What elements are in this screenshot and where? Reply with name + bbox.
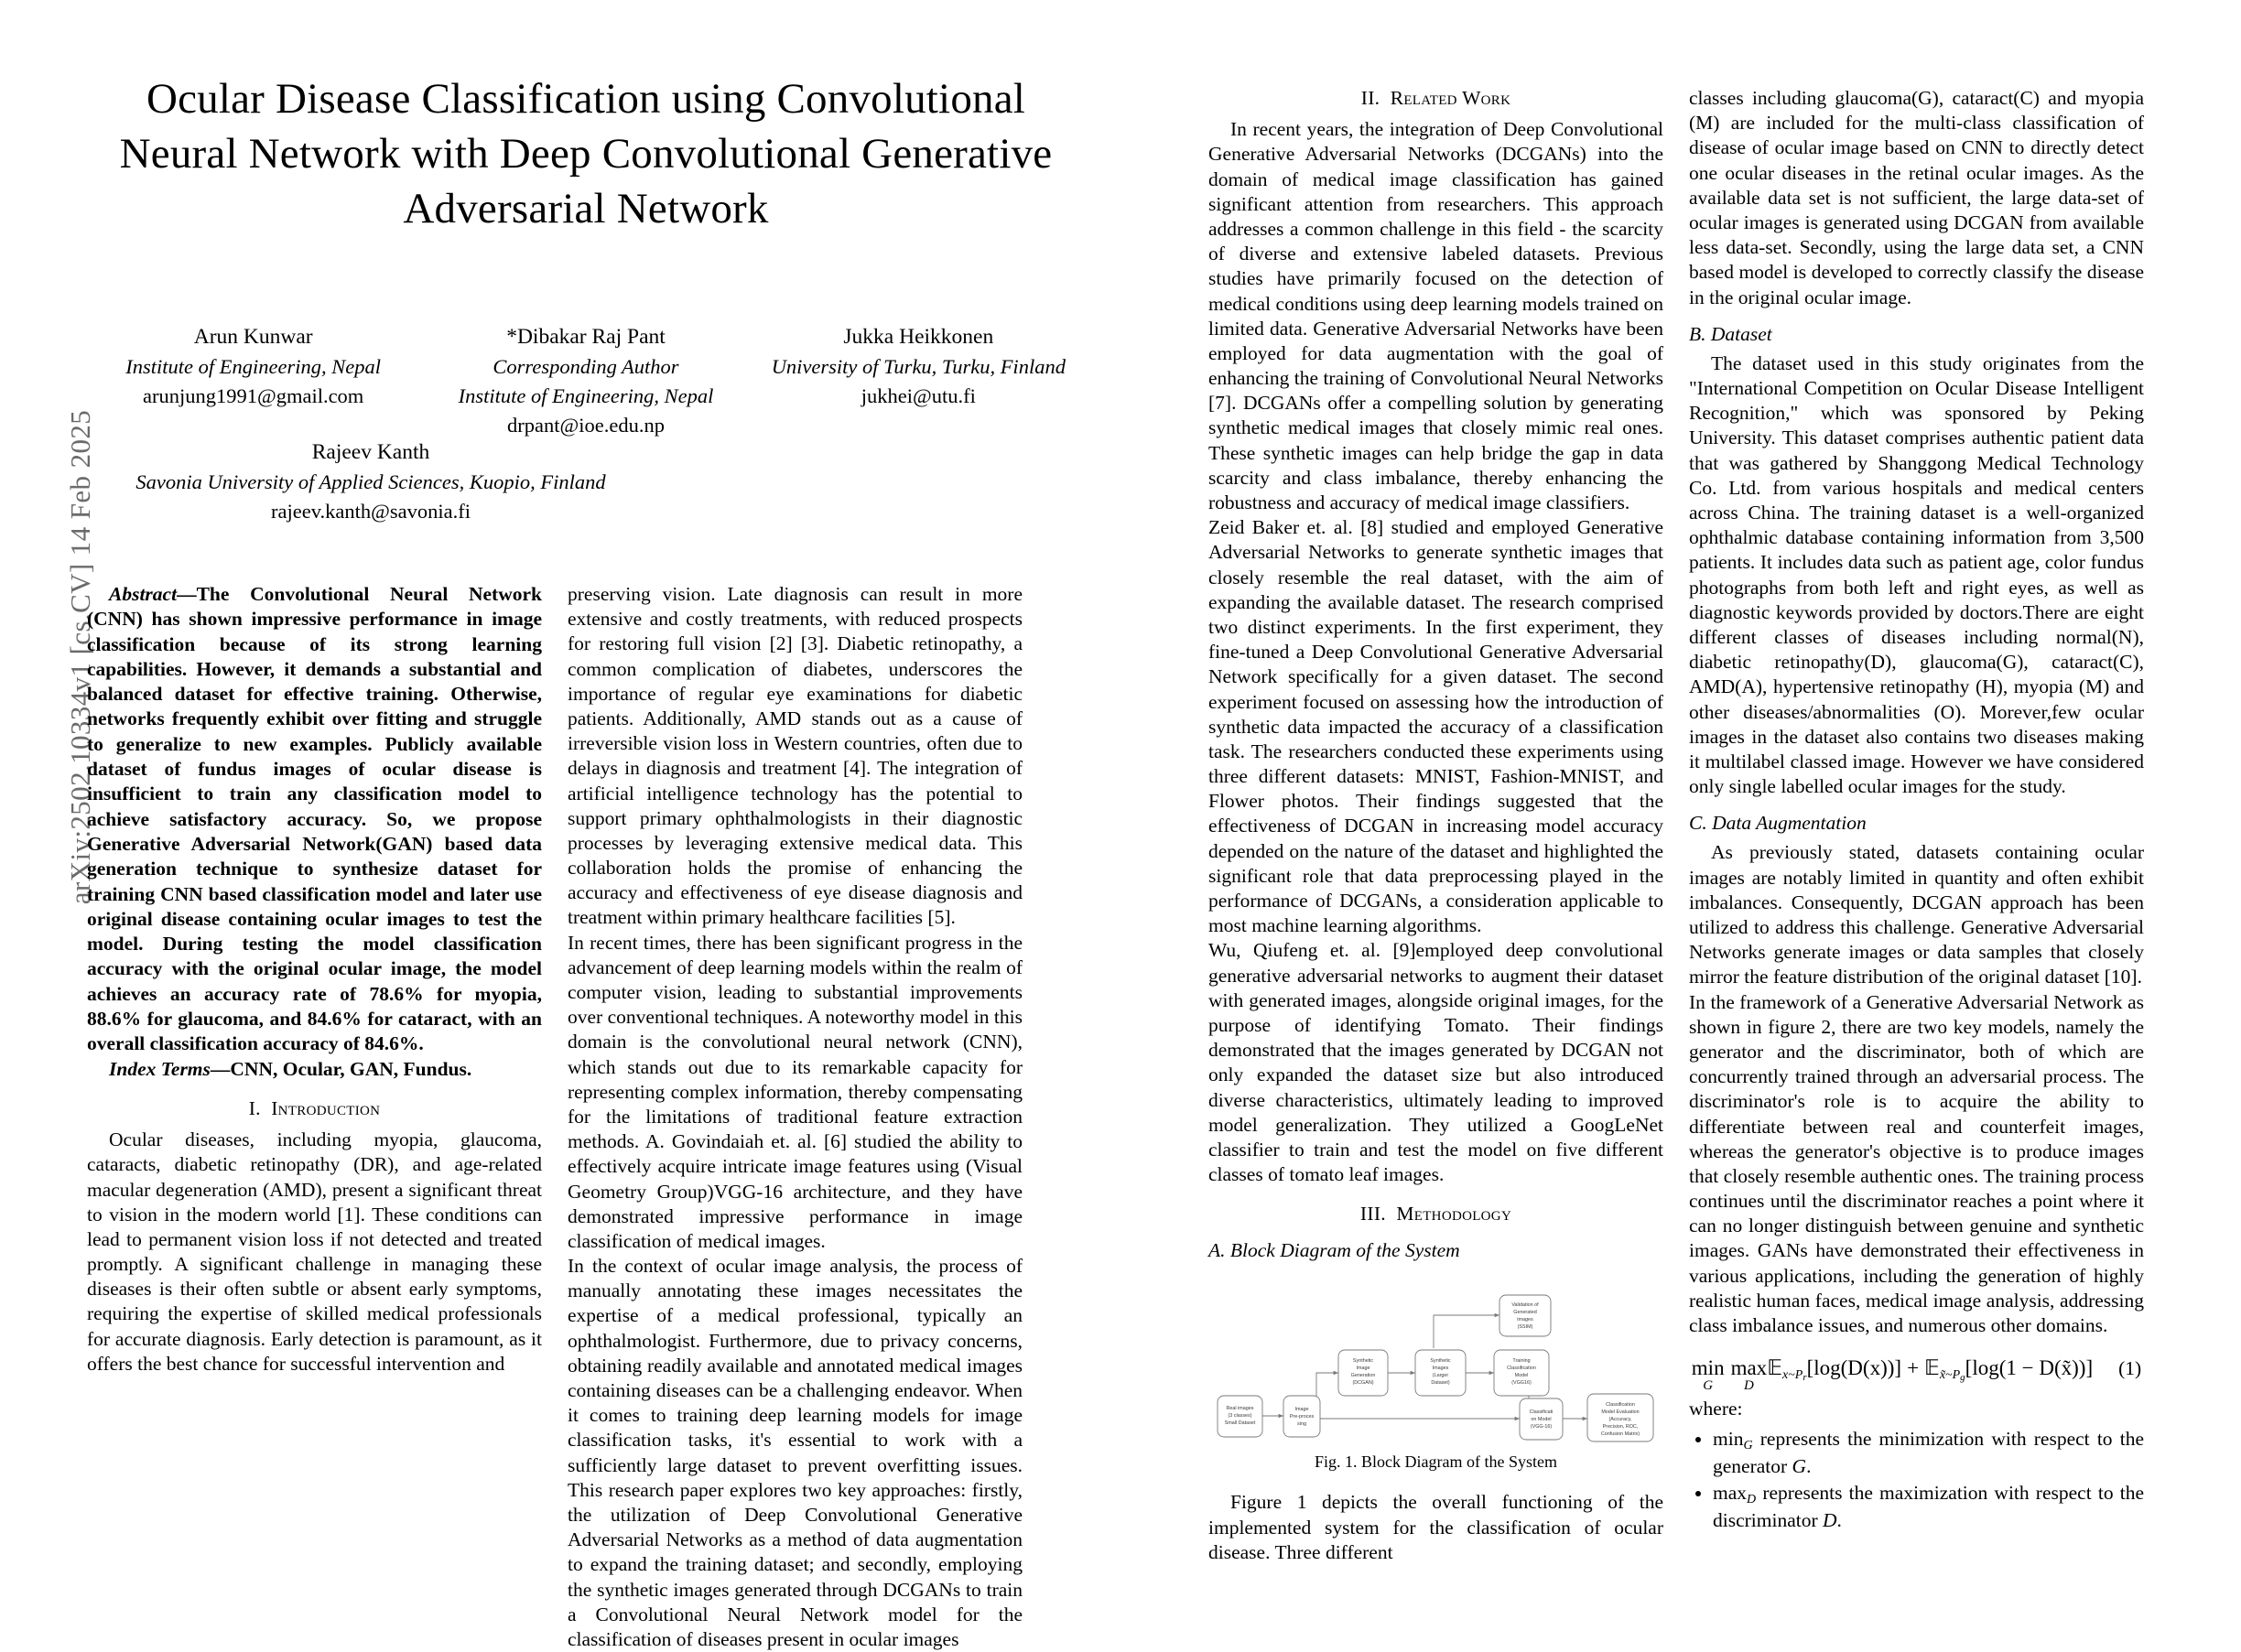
figure-1 (1208, 1277, 1663, 1473)
section-numeral: I. (248, 1096, 261, 1119)
subsection-heading-block-diagram: A. Block Diagram of the System (1208, 1239, 1460, 1262)
svg-text:Image: Image (1356, 1365, 1370, 1371)
index-terms-label: Index Terms (109, 1057, 211, 1080)
svg-text:Generation: Generation (1350, 1372, 1376, 1378)
svg-text:Model: Model (1514, 1372, 1529, 1378)
paragraph: In the context of ocular image analysis, the process of manually annotating these images necessitates the expertise of a medical professional, typically an ophthalmologist. Furthermore, due to privacy concerns, obtaining readily available and annotated medical images containing diseases can be a challenging endeavor. When it comes to training deep learning models for image classification tasks, it's essential to work with a sufficiently large dataset to prevent overfitting issues. This research paper explores two key approaches: firstly, the utilization of Deep Convolutional Generative Adversarial Networks as a method of data augmentation to expand the training dataset; and secondly, employing the synthetic images generated through DCGANs to train a Convolutional Neural Network model for the classification of diseases present in ocular images (568, 1255, 1023, 1650)
svg-text:Dataset): Dataset) (1431, 1379, 1450, 1386)
paragraph: As previously stated, datasets containing ocular images are notably limited in quantity and often exhibit imbalances. Consequently, DCGAN approach has been utilized to address this challenge. Generative Adversarial Networks generate images or data samples that closely mirror the feature distribution of the original dataset [10]. (1689, 841, 2144, 988)
authors-row-1 (87, 322, 1085, 440)
index-terms-paragraph (87, 1057, 542, 1082)
title-block (87, 71, 1085, 236)
author-name: Rajeev Kanth (311, 440, 430, 464)
node-label-validation: Validation of (1511, 1301, 1539, 1308)
section-title: Methodology (1396, 1203, 1512, 1226)
author-name: *Dibakar Raj Pant (506, 325, 666, 349)
author-affiliation: Savonia University of Applied Sciences, Kuopio, Finland (135, 470, 606, 494)
author-affiliation: Institute of Engineering, Nepal (125, 355, 382, 379)
column-4 (1689, 86, 2144, 1535)
max-operator: max D (1730, 1356, 1768, 1394)
author-name: Jukka Heikkonen (843, 325, 994, 349)
svg-text:Model Evaluation: Model Evaluation (1601, 1409, 1640, 1415)
author-name: Arun Kunwar (193, 325, 313, 349)
svg-text:Generated: Generated (1513, 1309, 1537, 1315)
node-label-classification: Classificati (1529, 1409, 1554, 1415)
author-email: rajeev.kanth@savonia.fi (271, 500, 471, 524)
expectation-term-2: $𝔼x̃\sim P_g[\log(1$ − D(x̃))] (1924, 1356, 2094, 1384)
section-heading-methodology (1208, 1202, 1663, 1226)
paragraph-continuation: classes including glaucoma(G), cataract(C) and myopia (M) are included for the multi-class classification of disease of ocular image based on CNN to directly detect one ocular diseases in the retinal ocular images. As the available data set is not sufficient, the large data-set of ocular images is generated using DCGAN from available less data-set. Secondly, using the large data set, a CNN based model is developed to correctly classify the disease in the original ocular image. (1689, 87, 2144, 308)
abstract-body: The Convolutional Neural Network (CNN) has shown impressive performance in image classification because of its strong learning capabilities. However, it demands a substantial and balanced dataset for effective training. Otherwise, networks frequently exhibit over fitting and struggle to generalize to new examples. Publicly available dataset of fundus images of ocular disease is insufficient to train any classification model to achieve satisfactory accuracy. So, we propose Generative Adversarial Network(GAN) based data generation technique to synthesize dataset for training CNN based classification model and later use original disease containing ocular images to test the model. During testing the model classification accuracy with the original ocular image, the model achieves an accuracy rate of 78.6% for myopia, 88.6% for glaucoma, and 84.6% for cataract, with an overall classification accuracy of 84.6%. (87, 583, 542, 1055)
arxiv-stamp: arXiv:2502.10334v1 [cs.CV] 14 Feb 2025 (64, 409, 96, 905)
where-label: where: (1689, 1398, 1743, 1420)
svg-text:(VGG-16): (VGG-16) (1530, 1423, 1553, 1430)
node-label-evaluation: Classification (1606, 1401, 1635, 1408)
node-label-real-images: Real images (1226, 1405, 1254, 1411)
paragraph: Wu, Qiufeng et. al. [9]employed deep convolutional generative adversarial networks to augment their dataset with generated images, alongside original images, for the purpose of identifying Tomato. Their findings demonstrated that the images generated by DCGAN not only expanded the dataset size but also introduced diverse characteristics, ultimately leading to improved model generalization. They utilized a GoogLeNet classifier to train and test the model on five different classes of tomato leaf images. (1208, 939, 1663, 1186)
svg-text:(SSIM): (SSIM) (1517, 1323, 1533, 1330)
equation-1 (1689, 1355, 2144, 1393)
paragraph: In the framework of a Generative Adversarial Network as shown in figure 2, there are two key models, namely the generator and the discriminator, both of which are concurrently trained through an adversarial process. The discriminator's role is to acquire the ability to differentiate between real and counterfeit images, whereas the generator's objective is to produce images that closely resemble authentic ones. The training process continues until the discriminator reaches a point where it can no longer distinguish between genuine and synthetic images. GANs have demonstrated their effectiveness in various applications, including the generation of highly realistic human faces, medical image analysis, addressing class imbalance issues, and numerous other domains. (1689, 990, 2144, 1336)
paragraph: Ocular diseases, including myopia, glaucoma, cataracts, diabetic retinopathy (DR), and age-related macular degeneration (AMD), present a significant threat to vision in the modern world [1]. These conditions can lead to permanent vision loss if not detected and treated promptly. A significant challenge in managing these diseases is their often subtle or absent early symptoms, requiring the expertise of skilled medical professionals for accurate diagnosis. Early detection is paramount, as it offers the best chance for successful intervention and (87, 1128, 542, 1375)
node-label-training-model: Training (1512, 1357, 1531, 1364)
section-title: Related Work (1390, 87, 1511, 109)
author-affiliation: Institute of Engineering, Nepal (458, 384, 714, 408)
node-label-synthetic-images: Synthetic (1430, 1357, 1451, 1364)
svg-text:Images: Images (1432, 1365, 1449, 1371)
svg-text:(3 classes): (3 classes) (1228, 1412, 1252, 1419)
author-block-3 (752, 322, 1085, 440)
section-heading-related-work (1208, 86, 1663, 111)
subsection-heading-dataset: B. Dataset (1689, 322, 1772, 345)
svg-text:Small Dataset: Small Dataset (1224, 1420, 1256, 1426)
paragraph: In recent years, the integration of Deep Convolutional Generative Adversarial Networks (DCGANs) into the domain of medical image classification has gained significant attention from researchers. This approach addresses a common challenge in this field - the scarcity of diverse and extensive labeled datasets. Previous studies have primarily focused on the detection of medical conditions using deep learning models trained on limited data. Generative Adversarial Networks have been employed for data augmentation with the goal of enhancing the training of Convolutional Neural Networks [7]. DCGANs offer a compelling solution by generating synthetic medical images that closely mimic real ones. These synthetic images can help bridge the gap in data scarcity and class imbalance, thereby enhancing the robustness and accuracy of medical image classifiers. (1208, 118, 1663, 513)
author-email: arunjung1991@gmail.com (143, 384, 364, 408)
figure-caption: Fig. 1. Block Diagram of the System (1315, 1452, 1557, 1471)
node-label-synthetic-gen: Synthetic (1352, 1357, 1374, 1364)
expectation-term-1: $𝔼x\sim P_r[\log(D(x))]$ (1767, 1356, 1902, 1384)
list-item: • maxD represents the maximization with respect to the discriminator D. (1713, 1481, 2144, 1533)
paragraph: Figure 1 depicts the overall functioning of the implemented system for the classification of ocular disease. Three different (1208, 1491, 1663, 1563)
author-email: drpant@ioe.edu.np (507, 414, 665, 437)
section-numeral: III. (1359, 1203, 1386, 1226)
plus-sign: + (1907, 1356, 1920, 1380)
svg-text:(DCGAN): (DCGAN) (1352, 1379, 1374, 1386)
author-block-2 (419, 322, 752, 440)
authors-row-2 (87, 437, 655, 526)
column-1 (87, 582, 542, 1377)
min-operator: min G (1691, 1356, 1725, 1394)
column-3 (1208, 86, 1663, 1565)
svg-text:on Model: on Model (1531, 1416, 1552, 1422)
svg-text:(Larger: (Larger (1432, 1372, 1449, 1378)
equation-number: (1) (2118, 1357, 2142, 1380)
abstract-paragraph (87, 582, 542, 1057)
section-heading-introduction (87, 1096, 542, 1121)
svg-text:(VGG16): (VGG16) (1511, 1379, 1532, 1386)
index-terms-dash: — (210, 1057, 231, 1080)
abstract-dash: — (177, 583, 197, 605)
page-title: Ocular Disease Classification using Convolutional Neural Network with Deep Convolutional Generative Adversarial Network (119, 75, 1053, 233)
section-numeral: II. (1360, 87, 1380, 109)
paragraph: The dataset used in this study originates from the "International Competition on Ocular Disease Intelligent Recognition," which was sponsored by Peking University. This dataset comprises authentic patient data that was gathered by Shanggong Medical Technology Co. Ltd. from various hospitals and medical centers across China. The training dataset is a well-organized ophthalmic database containing information from 3,500 patients. It includes data such as patient age, color fundus photographs from both left and right eyes, as well as diagnostic keywords provided by doctors.There are eight different classes of diseases including normal(N), diabetic retinopathy(D), glaucoma(G), cataract(C), AMD(A), hypertensive retinopathy (H), myopia (M) and other diseases/abnormalities (O). Morever,few ocular images in the dataset also contains two diseases making it multilabel classed image. However we have considered only single labelled ocular images for the study. (1689, 351, 2144, 798)
list-item: • minG represents the minimization with respect to the generator G. (1713, 1427, 2144, 1479)
author-email: jukhei@utu.fi (861, 384, 976, 408)
svg-text:images: images (1517, 1316, 1533, 1323)
block-diagram-svg (1208, 1277, 1663, 1446)
abstract-label: Abstract (109, 583, 178, 605)
paragraph: Zeid Baker et. al. [8] studied and employed Generative Adversarial Networks to generate synthetic images that closely resemble the real dataset, with the aim of expanding the available dataset. The research comprised two distinct experiments. In the first experiment, they fine-tuned a Deep Convolutional Generative Adversarial Network specifically for a given dataset. The second experiment focused on assessing how the introduction of synthetic data impacted the accuracy of a classification task. The researchers conducted these experiments using three different datasets: MNIST, Fashion-MNIST, and Flower photos. Their findings suggested that the effectiveness of DCGAN in increasing model accuracy depended on the nature of the dataset and highlighted the significant role that data preprocessing played in the performance of DCGANs, a consideration applicable to most machine learning algorithms. (1208, 516, 1663, 937)
svg-text:sing: sing (1297, 1420, 1306, 1427)
node-label-preprocessing: Image (1294, 1406, 1309, 1412)
author-block-1 (87, 322, 419, 440)
paragraph-continuation: preserving vision. Late diagnosis can result in more extensive and costly treatments, with reduced prospects for restoring full vision [2] [3]. Diabetic retinopathy, a common complication of diabetes, underscores the importance of regular eye examinations for diabetic patients. Additionally, AMD stands out as a cause of irreversible vision loss in Western countries, often due to delays in diagnosis and treatment [4]. The integration of artificial intelligence technology has the potential to support primary ophthalmologists in their diagnostic processes by leveraging extensive medical data. This collaboration holds the promise of enhancing the accuracy and effectiveness of eye disease diagnosis and treatment within primary healthcare facilities [5]. (568, 583, 1023, 929)
svg-text:Classification: Classification (1507, 1365, 1536, 1371)
section-title: Introduction (271, 1096, 381, 1119)
svg-text:Confusion Matrix): Confusion Matrix) (1600, 1431, 1640, 1437)
svg-text:(Accuracy,: (Accuracy, (1608, 1416, 1632, 1422)
column-2 (568, 582, 1023, 1652)
author-role: Corresponding Author (493, 355, 679, 379)
svg-text:Pre-proces: Pre-proces (1289, 1413, 1315, 1420)
index-terms-body: CNN, Ocular, GAN, Fundus. (230, 1057, 472, 1080)
author-affiliation: University of Turku, Turku, Finland (771, 355, 1066, 379)
paragraph: In recent times, there has been significant progress in the advancement of deep learning models within the realm of computer vision, leading to substantial improvements over conventional techniques. A noteworthy model in this domain is the convolutional neural network (CNN), which stands out due to its remarkable capacity for representing complex information, thereby compensating for the limitations of traditional feature extraction methods. A. Govindaiah et. al. [6] studied the ability to effectively acquire intricate image features using (Visual Geometry Group)VGG-16 architecture, and they have demonstrated impressive performance in image classification of medical images. (568, 931, 1023, 1252)
subsection-heading-data-augmentation: C. Data Augmentation (1689, 812, 1867, 835)
equation-definitions-list (1689, 1427, 2144, 1533)
svg-text:Precision, ROC,: Precision, ROC, (1602, 1423, 1639, 1430)
